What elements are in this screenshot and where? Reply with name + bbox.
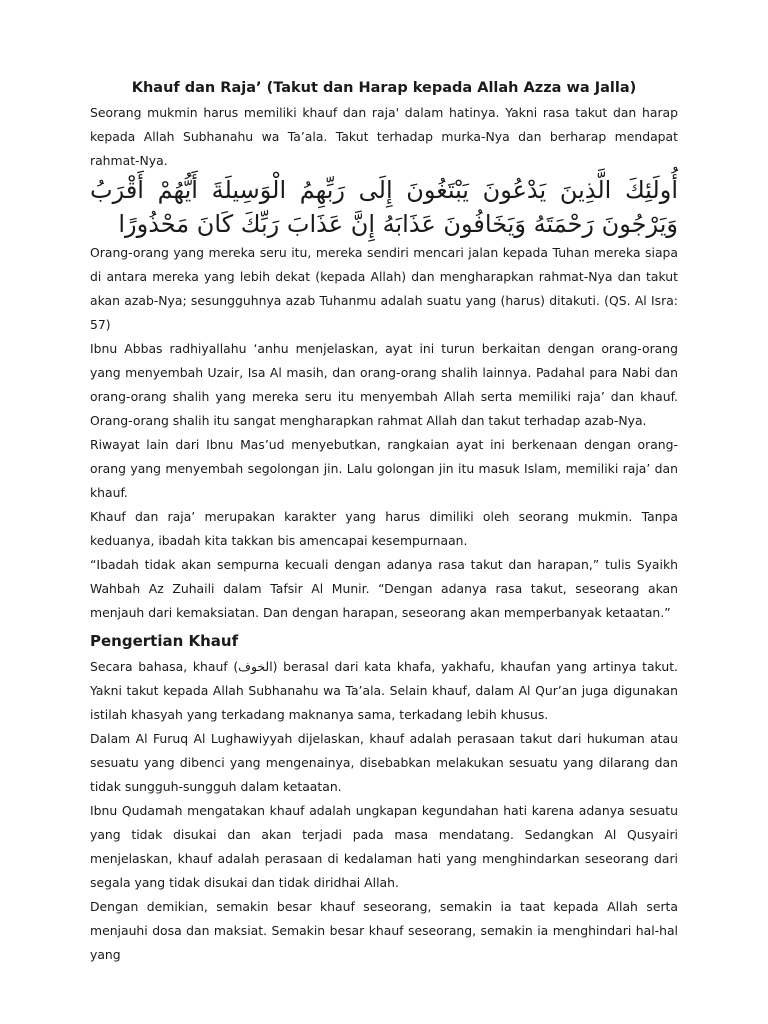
- ibnu-abbas-paragraph: Ibnu Abbas radhiyallahu ‘anhu menjelaskan, ayat ini turun berkaitan dengan orang-orang yang menyembah Uzair, Isa Al masih, dan orang-orang shalih lainnya. Padahal para Nabi dan orang-orang shalih yang mereka seru itu menyembah Allah serta memiliki raja’ dan khauf. Orang-orang shalih itu sangat mengharapkan rahmat Allah dan takut terhadap azab-Nya.: [90, 341, 678, 428]
- ibnu-masud-paragraph: Riwayat lain dari Ibnu Mas’ud menyebutkan, rangkaian ayat ini berkenaan dengan orang-orang yang menyembah segolongan jin. Lalu golongan jin itu masuk Islam, memiliki raja’ dan khauf.: [90, 437, 678, 500]
- intro-paragraph: Seorang mukmin harus memiliki khauf dan raja' dalam hatinya. Yakni rasa takut dan harap kepada Allah Subhanahu wa Ta’ala. Takut terhadap murka-Nya dan berharap mendapat rahmat-Nya.: [90, 105, 678, 168]
- arabic-term-khauf: الخوف: [238, 659, 273, 674]
- definition-text-end: ) berasal dari kata khafa, yakhafu, khaufan yang artinya takut. Yakni takut kepada Allah Subhanahu wa Ta’ala. Selain khauf, dalam Al Qur’an juga digunakan istilah khasyah yang terkadang maknanya sama, terkadang lebih khusus.: [90, 659, 678, 722]
- character-paragraph: Khauf dan raja’ merupakan karakter yang harus dimiliki oleh seorang mukmin. Tanpa keduanya, ibadah kita takkan bis amencapai kesempurnaan.: [90, 509, 678, 548]
- ibnu-qudamah-paragraph: Ibnu Qudamah mengatakan khauf adalah ungkapan kegundahan hati karena adanya sesuatu yang tidak disukai dan akan terjadi pada masa mendatang. Sedangkan Al Qusyairi menjelaskan, khauf adalah perasaan di kedalaman hati yang menghindarkan seseorang dari segala yang tidak disukai dan tidak diridhai Allah.: [90, 803, 678, 890]
- section-heading-khauf: Pengertian Khauf: [90, 632, 239, 650]
- al-furuq-paragraph: Dalam Al Furuq Al Lughawiyyah dijelaskan, khauf adalah perasaan takut dari hukuman atau sesuatu yang dibenci yang mengenainya, disebabkan melakukan sesuatu yang dilarang dan tidak sungguh-sungguh dalam ketaatan.: [90, 731, 678, 794]
- definition-paragraph: [90, 655, 678, 727]
- quran-verse: أُولَئِكَ الَّذِينَ يَدْعُونَ يَبْتَغُونَ إِلَى رَبِّهِمُ الْوَسِيلَةَ أَيُّهُمْ أَقْرَبُ وَيَرْجُونَ رَحْمَتَهُ وَيَخَافُونَ عَذَابَهُ إِنَّ عَذَابَ رَبِّكَ كَانَ مَحْذُورًا: [90, 176, 678, 238]
- conclusion-paragraph: Dengan demikian, semakin besar khauf seseorang, semakin ia taat kepada Allah serta menjauhi dosa dan maksiat. Semakin besar khauf seseorang, semakin ia menghindari hal-hal yang: [90, 899, 678, 962]
- definition-text-start: Secara bahasa, khauf (: [90, 659, 239, 674]
- zuhaili-quote-paragraph: “Ibadah tidak akan sempurna kecuali dengan adanya rasa takut dan harapan,” tulis Syaikh Wahbah Az Zuhaili dalam Tafsir Al Munir. “Dengan adanya rasa takut, seseorang akan menjauh dari kemaksiatan. Dan dengan harapan, seseorang akan memperbanyak ketaatan.”: [90, 557, 678, 620]
- verse-translation: Orang-orang yang mereka seru itu, mereka sendiri mencari jalan kepada Tuhan mereka siapa di antara mereka yang lebih dekat (kepada Allah) dan mengharapkan rahmat-Nya dan takut akan azab-Nya; sesungguhnya azab Tuhanmu adalah suatu yang (harus) ditakuti. (QS. Al Isra: 57): [90, 245, 678, 332]
- document-title: Khauf dan Raja’ (Takut dan Harap kepada Allah Azza wa Jalla): [131, 80, 637, 96]
